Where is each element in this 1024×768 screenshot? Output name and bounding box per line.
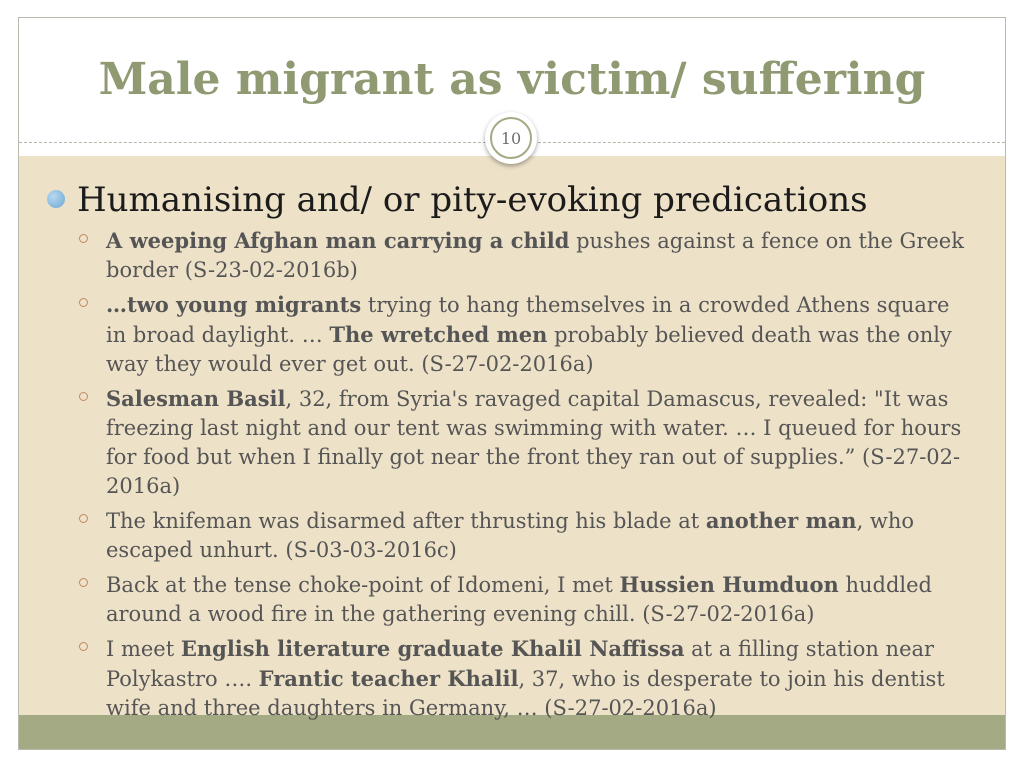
emphasis-text: Frantic teacher Khalil bbox=[258, 666, 519, 691]
ring-bullet-icon bbox=[79, 578, 88, 587]
emphasis-text: Hussien Humduon bbox=[619, 572, 839, 597]
sub-bullet bbox=[106, 384, 975, 501]
bullet-text: trying to hang themselves in a crowded Athens square in broad daylight. … bbox=[106, 293, 950, 347]
emphasis-text: A weeping Afghan man carrying a child bbox=[106, 228, 570, 253]
bullet-text: probably believed death was the only way they would ever get out. (S-27-02-2016a) bbox=[106, 323, 952, 376]
sub-bullet bbox=[106, 570, 975, 629]
emphasis-text: The wretched men bbox=[329, 322, 548, 347]
emphasis-text: another man bbox=[705, 508, 857, 533]
slide-number-badge bbox=[485, 112, 537, 164]
bullet-text: huddled around a wood fire in the gathering evening chill. (S-27-02-2016a) bbox=[106, 573, 932, 626]
emphasis-text: Salesman Basil bbox=[106, 386, 286, 411]
bullet-dot-icon bbox=[47, 190, 65, 208]
ring-bullet-icon bbox=[79, 392, 88, 401]
bullet-text: , 37, who is desperate to join his dentist wife and three daughters in Germany, … (S-27-02-2016a) bbox=[106, 667, 945, 720]
slide-number: 10 bbox=[490, 117, 532, 159]
sub-bullet-list bbox=[19, 226, 1005, 723]
slide bbox=[18, 17, 1006, 750]
emphasis-text: English literature graduate Khalil Naffissa bbox=[180, 636, 685, 661]
sub-bullet bbox=[106, 506, 975, 565]
bullet-text: I meet bbox=[106, 637, 181, 661]
ring-bullet-icon bbox=[79, 514, 88, 523]
main-bullet-text: Humanising and/ or pity-evoking predications bbox=[77, 180, 868, 220]
sub-bullet bbox=[106, 634, 975, 723]
ring-bullet-icon bbox=[79, 234, 88, 243]
bullet-text: pushes against a fence on the Greek border (S-23-02-2016b) bbox=[106, 229, 964, 282]
emphasis-text: …two young migrants bbox=[106, 292, 362, 317]
bullet-text: The knifeman was disarmed after thrusting his blade at bbox=[106, 509, 706, 533]
bullet-text: , who escaped unhurt. (S-03-03-2016c) bbox=[106, 509, 915, 562]
slide-title: Male migrant as victim/ suffering bbox=[98, 54, 926, 105]
slide-content bbox=[19, 178, 1005, 728]
bullet-text: at a filling station near Polykastro …. bbox=[106, 637, 935, 691]
ring-bullet-icon bbox=[79, 642, 88, 651]
ring-bullet-icon bbox=[79, 298, 88, 307]
bullet-text: Back at the tense choke-point of Idomeni, I met bbox=[106, 573, 620, 597]
sub-bullet bbox=[106, 290, 975, 379]
sub-bullet bbox=[106, 226, 975, 285]
bullet-text: , 32, from Syria's ravaged capital Damascus, revealed: "It was freezing last night and our tent was swimming with water. … I queued for hours for food but when I finally got near the front they ran out of supplies.” (S-27-02-2016a) bbox=[106, 387, 962, 498]
main-bullet bbox=[77, 178, 1005, 222]
